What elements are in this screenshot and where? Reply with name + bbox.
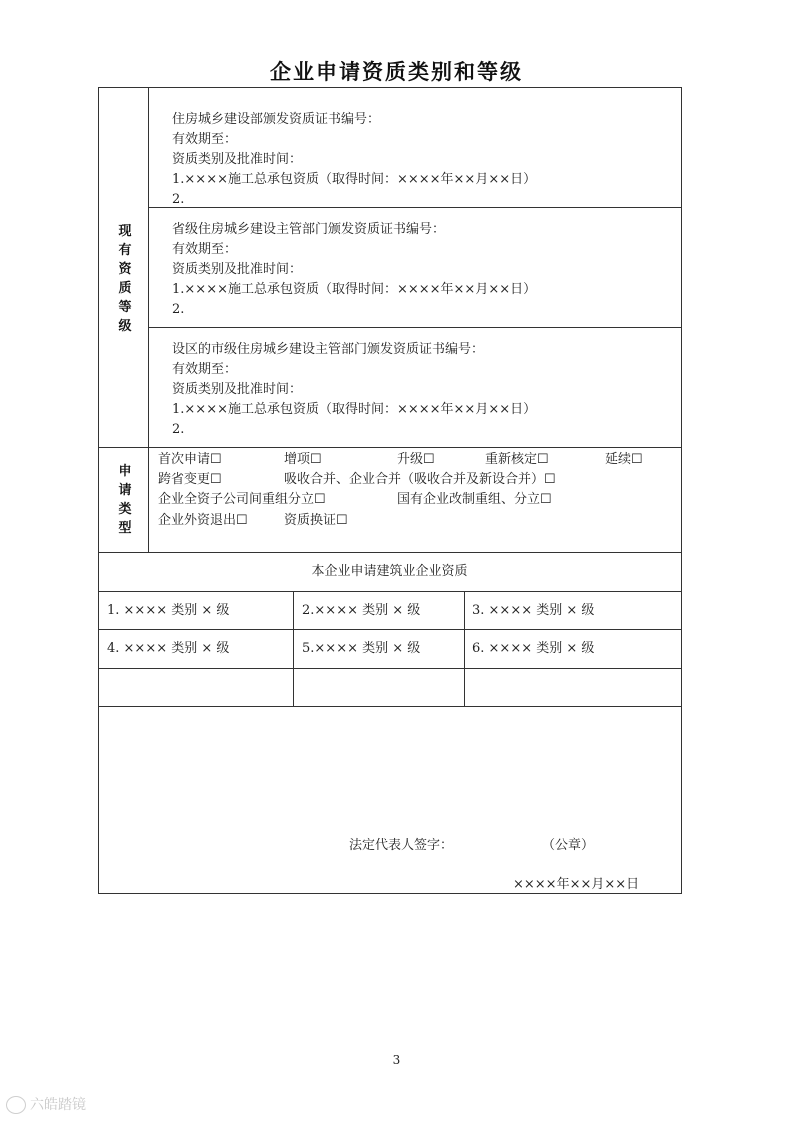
option-upgrade[interactable]: 升级☐: [397, 452, 435, 467]
option-reverify[interactable]: 重新核定☐: [485, 452, 549, 467]
watermark: 六皓踏镜: [6, 1094, 86, 1114]
option-state-owned-restructure[interactable]: 国有企业改制重组、分立☐: [397, 492, 552, 507]
qualification-item-2: 2.: [172, 302, 185, 317]
option-certificate-replacement[interactable]: 资质换证☐: [284, 513, 348, 528]
apply-item: 2.×××× 类别 × 级: [302, 603, 421, 618]
qualification-item-1: 1.××××施工总承包资质（取得时间：××××年××月××日）: [172, 402, 537, 417]
option-foreign-capital-exit[interactable]: 企业外资退出☐: [158, 513, 248, 528]
application-type-label: 申 请 类 型: [118, 464, 132, 536]
qualification-item-1: 1.××××施工总承包资质（取得时间：××××年××月××日）: [172, 282, 537, 297]
signature-date: ××××年××月××日: [513, 877, 640, 892]
valid-until-line: 有效期至：: [172, 132, 238, 147]
qualification-item-1: 1.××××施工总承包资质（取得时间：××××年××月××日）: [172, 172, 537, 187]
official-seal-label: （公章）: [542, 838, 595, 853]
option-subsidiary-restructure[interactable]: 企业全资子公司间重组分立☐: [158, 492, 326, 507]
page-title: 企业申请资质类别和等级: [270, 60, 523, 84]
watermark-logo-icon: [6, 1096, 26, 1114]
option-first-application[interactable]: 首次申请☐: [158, 452, 222, 467]
category-line: 资质类别及批准时间：: [172, 262, 303, 277]
qualification-item-2: 2.: [172, 422, 185, 437]
cert-number-line: 设区的市级住房城乡建设主管部门颁发资质证书编号：: [172, 342, 485, 357]
category-line: 资质类别及批准时间：: [172, 382, 303, 397]
valid-until-line: 有效期至：: [172, 362, 238, 377]
option-extend[interactable]: 延续☐: [605, 452, 643, 467]
existing-qualification-label: 现 有 资 质 等 级: [118, 224, 132, 334]
apply-item: 6. ×××× 类别 × 级: [472, 641, 595, 656]
valid-until-line: 有效期至：: [172, 242, 238, 257]
apply-item: 5.×××× 类别 × 级: [302, 641, 421, 656]
option-add-item[interactable]: 增项☐: [284, 452, 322, 467]
qualification-item-2: 2.: [172, 192, 185, 207]
option-cross-province-change[interactable]: 跨省变更☐: [158, 472, 222, 487]
apply-qualification-header: 本企业申请建筑业企业资质: [311, 564, 468, 579]
cert-number-line: 住房城乡建设部颁发资质证书编号：: [172, 112, 381, 127]
page-number: 3: [392, 1053, 401, 1067]
category-line: 资质类别及批准时间：: [172, 152, 303, 167]
apply-item: 3. ×××× 类别 × 级: [472, 603, 595, 618]
legal-representative-signature-label: 法定代表人签字：: [349, 838, 454, 853]
apply-item: 1. ×××× 类别 × 级: [107, 603, 230, 618]
apply-item: 4. ×××× 类别 × 级: [107, 641, 230, 656]
option-merger[interactable]: 吸收合并、企业合并（吸收合并及新设合并）☐: [284, 472, 556, 487]
cert-number-line: 省级住房城乡建设主管部门颁发资质证书编号：: [172, 222, 446, 237]
